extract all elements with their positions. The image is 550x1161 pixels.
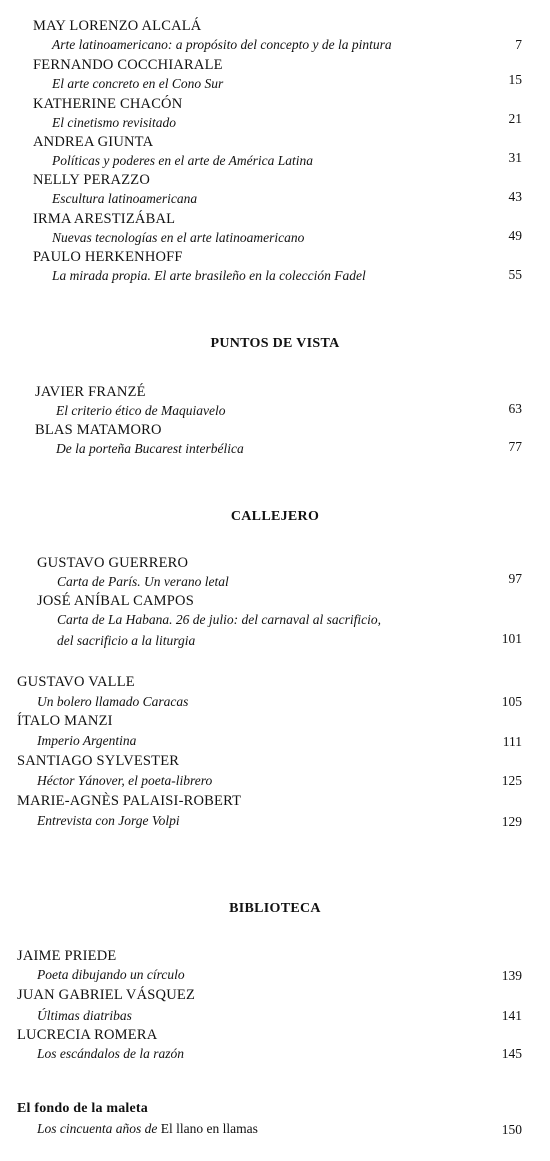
entry-page-number: 141 — [501, 1008, 522, 1023]
entry-author: ANDREA GIUNTA — [33, 134, 154, 150]
entry-page-number: 125 — [501, 773, 522, 788]
entry-title: Héctor Yánover, el poeta-librero — [37, 773, 213, 788]
entry-title-italic: Los cincuenta años de — [37, 1121, 161, 1136]
entry-title-line-2: del sacrificio a la liturgia — [57, 633, 196, 648]
entry-author: GUSTAVO VALLE — [17, 674, 135, 690]
section-heading-callejero: CALLEJERO — [230, 509, 320, 524]
entry-author: JUAN GABRIEL VÁSQUEZ — [17, 987, 195, 1003]
entry-page-number: 43 — [508, 189, 522, 204]
entry-title: Últimas diatribas — [37, 1008, 132, 1023]
entry-page-number: 145 — [501, 1046, 522, 1061]
entry-title: El arte concreto en el Cono Sur — [52, 76, 224, 91]
entry-page-number: 21 — [508, 111, 522, 126]
entry-title: El criterio ético de Maquiavelo — [56, 403, 226, 418]
entry-page-number: 55 — [508, 267, 522, 282]
entry-title: Entrevista con Jorge Volpi — [37, 813, 180, 828]
entry-title: Escultura latinoamericana — [52, 191, 198, 206]
entry-author: GUSTAVO GUERRERO — [37, 555, 189, 571]
entry-author: KATHERINE CHACÓN — [33, 96, 183, 112]
entry-page-number: 7 — [515, 37, 522, 52]
section-heading-puntos-de-vista: PUNTOS DE VISTA — [210, 336, 340, 351]
entry-page-number: 77 — [508, 439, 522, 454]
entry-author: FERNANDO COCCHIARALE — [33, 57, 223, 73]
entry-title: Un bolero llamado Caracas — [37, 694, 189, 709]
entry-page-number: 31 — [508, 150, 522, 165]
entry-author: NELLY PERAZZO — [33, 172, 150, 188]
section-heading-biblioteca: BIBLIOTECA — [229, 901, 321, 916]
entry-author: MAY LORENZO ALCALÁ — [33, 18, 202, 34]
entry-title: Políticas y poderes en el arte de América Latina — [52, 153, 313, 168]
entry-page-number: 105 — [501, 694, 522, 709]
entry-title: Los escándalos de la razón — [37, 1046, 185, 1061]
entry-author: SANTIAGO SYLVESTER — [17, 753, 180, 769]
entry-page-number: 150 — [501, 1122, 522, 1137]
entry-page-number: 49 — [508, 228, 522, 243]
entry-title-line-1: Carta de La Habana. 26 de julio: del carnaval al sacrificio, — [57, 612, 381, 627]
entry-author: ÍTALO MANZI — [17, 713, 113, 729]
entry-author: MARIE-AGNÈS PALAISI-ROBERT — [17, 793, 242, 809]
entry-page-number: 63 — [508, 401, 522, 416]
entry-title: Imperio Argentina — [37, 733, 137, 748]
entry-title-book: El llano en llamas — [160, 1121, 258, 1136]
entry-page-number: 139 — [501, 968, 522, 983]
entry-title: Arte latinoamericano: a propósito del concepto y de la pintura — [52, 37, 392, 52]
entry-author: IRMA ARESTIZÁBAL — [33, 211, 176, 227]
entry-title — [37, 1121, 258, 1137]
entry-page-number: 111 — [502, 734, 522, 749]
entry-author: JAVIER FRANZÉ — [35, 384, 146, 400]
entry-author: JOSÉ ANÍBAL CAMPOS — [37, 593, 194, 609]
entry-title: Nuevas tecnologías en el arte latinoamericano — [52, 230, 305, 245]
entry-author: JAIME PRIEDE — [17, 948, 117, 964]
entry-title: El cinetismo revisitado — [52, 115, 176, 130]
entry-author: BLAS MATAMORO — [35, 422, 162, 438]
entry-title: Poeta dibujando un círculo — [37, 967, 185, 982]
entry-author: PAULO HERKENHOFF — [33, 249, 183, 265]
entry-page-number: 101 — [501, 631, 522, 646]
section-heading-fondo-de-la-maleta: El fondo de la maleta — [17, 1101, 148, 1116]
entry-title: La mirada propia. El arte brasileño en la colección Fadel — [52, 268, 366, 283]
entry-page-number: 97 — [508, 571, 522, 586]
entry-author: LUCRECIA ROMERA — [17, 1027, 158, 1043]
entry-title: De la porteña Bucarest interbélica — [56, 441, 244, 456]
entry-title: Carta de París. Un verano letal — [57, 574, 229, 589]
entry-page-number: 129 — [501, 814, 522, 829]
entry-page-number: 15 — [508, 72, 522, 87]
